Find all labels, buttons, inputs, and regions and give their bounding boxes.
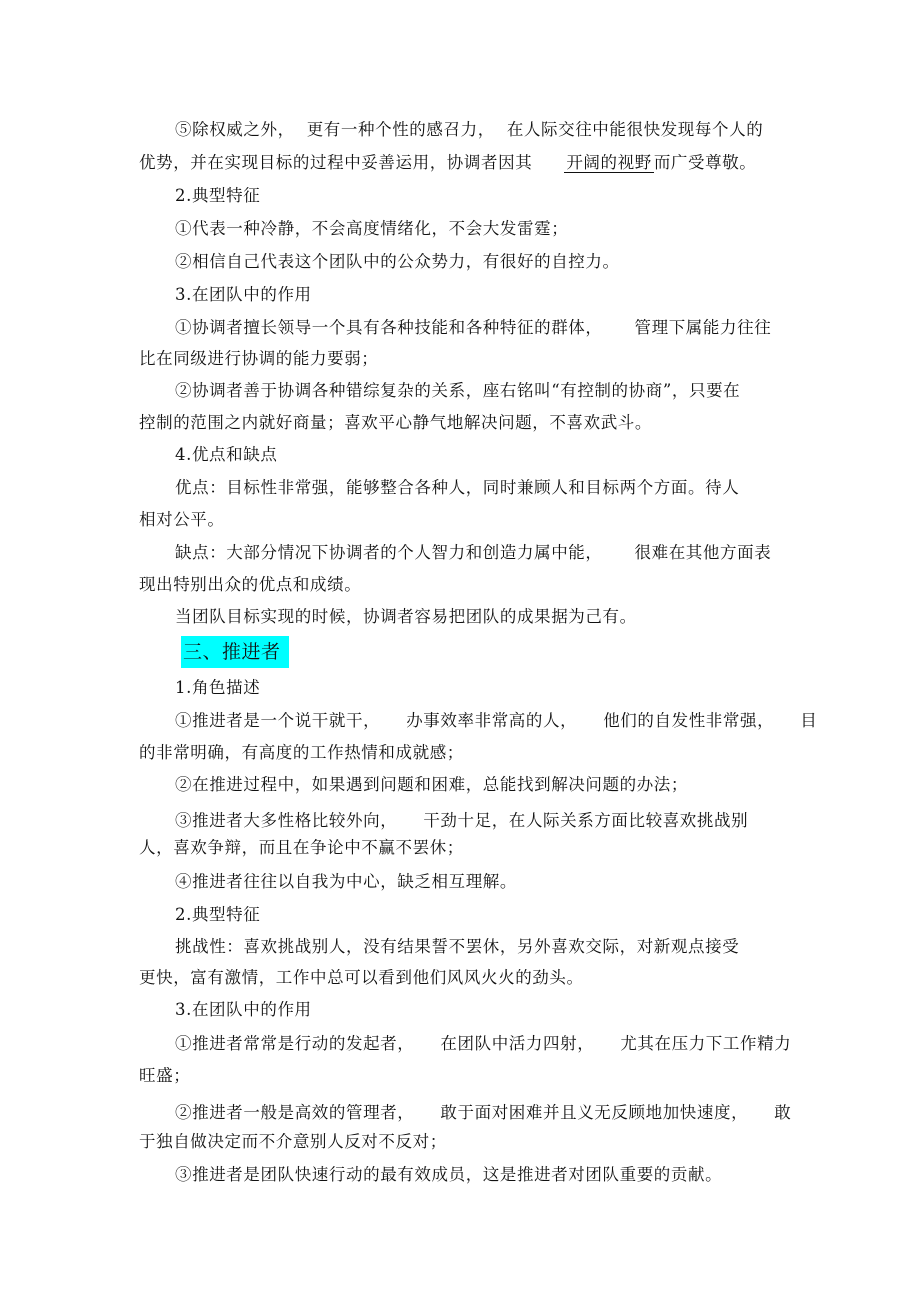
subheading-team-role: 3.在团队中的作用 — [175, 1000, 312, 1019]
paragraph-line: 当团队目标实现的时候，协调者容易把团队的成果据为己有。 — [175, 607, 637, 626]
paragraph-line: 旺盛； — [139, 1066, 191, 1085]
paragraph-line: 优点：目标性非常强，能够整合各种人，同时兼顾人和目标两个方面。待人 — [175, 478, 740, 497]
paragraph-line: ②在推进过程中，如果遇到问题和困难，总能找到解决问题的办法； — [175, 775, 688, 794]
paragraph-line: 人，喜欢争辩，而且在争论中不赢不罢休； — [139, 838, 464, 857]
paragraph-line: 优势，并在实现目标的过程中妥善运用，协调者因其 开阔的视野 而广受尊敬。 — [139, 153, 757, 172]
subheading-typical-traits: 2.典型特征 — [175, 905, 261, 924]
paragraph-line: 缺点：大部分情况下协调者的个人智力和创造力属中能， 很难在其他方面表 — [175, 543, 772, 562]
paragraph-line: 更快，富有激情，工作中总可以看到他们风风火火的劲头。 — [139, 968, 584, 987]
paragraph-line: ①代表一种冷静，不会高度情绪化，不会大发雷霆； — [175, 219, 569, 238]
subheading-typical-traits: 2.典型特征 — [175, 186, 261, 205]
subheading-role-description: 1.角色描述 — [175, 678, 261, 697]
paragraph-line: ①推进者是一个说干就干， 办事效率非常高的人， 他们的自发性非常强， 目 — [175, 711, 818, 730]
paragraph-line: 相对公平。 — [139, 510, 225, 529]
subheading-team-role: 3.在团队中的作用 — [175, 285, 312, 304]
paragraph-line: 控制的范围之内就好商量；喜欢平心静气地解决问题，不喜欢武斗。 — [139, 413, 652, 432]
paragraph-line: 挑战性：喜欢挑战别人，没有结果誓不罢休，另外喜欢交际，对新观点接受 — [175, 937, 740, 956]
paragraph-line: ③推进者是团队快速行动的最有效成员，这是推进者对团队重要的贡献。 — [175, 1165, 723, 1184]
paragraph-line: ④推进者往往以自我为中心，缺乏相互理解。 — [175, 872, 517, 891]
paragraph-line: ②推进者一般是高效的管理者， 敢于面对困难并且义无反顾地加快速度， 敢 — [175, 1103, 792, 1122]
underlined-phrase: 开阔的视野 — [566, 153, 652, 172]
paragraph-line: ⑤除权威之外， 更有一种个性的感召力， 在人际交往中能很快发现每个人的 — [175, 120, 764, 139]
paragraph-line: 于独自做决定而不介意别人反对不反对； — [139, 1132, 447, 1151]
paragraph-line: ②相信自己代表这个团队中的公众势力，有很好的自控力。 — [175, 252, 620, 271]
paragraph-line: 的非常明确，有高度的工作热情和成就感； — [139, 743, 464, 762]
paragraph-line: 比在同级进行协调的能力要弱； — [139, 349, 379, 368]
paragraph-line: ①推进者常常是行动的发起者， 在团队中活力四射， 尤其在压力下工作精力 — [175, 1034, 792, 1053]
paragraph-line: ①协调者擅长领导一个具有各种技能和各种特征的群体， 管理下属能力往往 — [175, 318, 772, 337]
section-heading-driver: 三、推进者 — [181, 636, 289, 668]
subheading-pros-cons: 4.优点和缺点 — [175, 445, 278, 464]
paragraph-line: 现出特别出众的优点和成绩。 — [139, 575, 362, 594]
paragraph-line: ③推进者大多性格比较外向， 干劲十足，在人际关系方面比较喜欢挑战别 — [175, 811, 749, 830]
paragraph-line: ②协调者善于协调各种错综复杂的关系，座右铭叫“有控制的协商”，只要在 — [175, 381, 741, 400]
